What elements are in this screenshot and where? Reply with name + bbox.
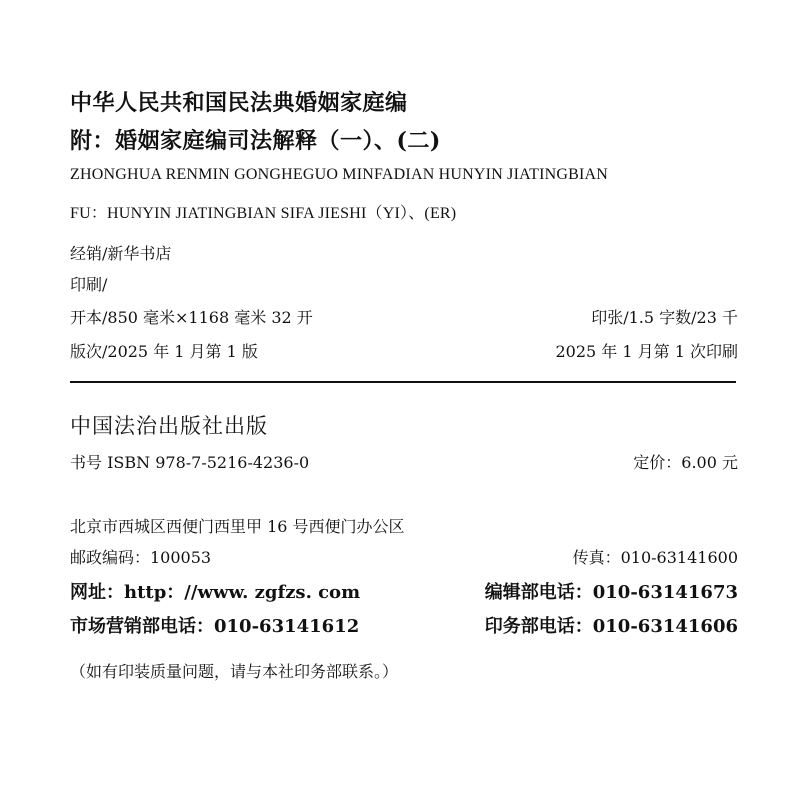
printer: 印刷/ — [70, 275, 108, 294]
printing: 2025 年 1 月第 1 次印刷 — [555, 342, 738, 361]
book-subtitle-pinyin: FU：HUNYIN JIATINGBIAN SIFA JIESHI（YI）、(ER) — [70, 205, 457, 222]
printing-phone: 印务部电话：010-63141606 — [484, 616, 738, 637]
editorial-phone: 编辑部电话：010-63141673 — [484, 582, 738, 603]
divider — [70, 381, 736, 383]
book-title-pinyin: ZHONGHUA RENMIN GONGHEGUO MINFADIAN HUNYIN JIATINGBIAN — [70, 166, 609, 183]
marketing-phone: 市场营销部电话：010-63141612 — [70, 616, 360, 637]
quality-note: （如有印装质量问题，请与本社印务部联系。） — [70, 662, 399, 681]
edition: 版次/2025 年 1 月第 1 版 — [70, 342, 258, 361]
sheets-wordcount: 印张/1.5 字数/23 千 — [591, 308, 738, 327]
publisher-name: 中国法治出版社出版 — [70, 414, 268, 438]
distributor: 经销/新华书店 — [70, 244, 172, 263]
isbn: 书号 ISBN 978-7-5216-4236-0 — [70, 453, 310, 472]
price: 定价：6.00 元 — [633, 453, 738, 472]
book-subtitle: 附：婚姻家庭编司法解释（一）、(二) — [70, 128, 441, 154]
book-title: 中华人民共和国民法典婚姻家庭编 — [70, 90, 408, 116]
postcode: 邮政编码：100053 — [70, 548, 212, 567]
website: 网址：http：//www. zgfzs. com — [70, 582, 361, 603]
fax: 传真：010-63141600 — [572, 548, 738, 567]
address: 北京市西城区西便门西里甲 16 号西便门办公区 — [70, 517, 405, 536]
format: 开本/850 毫米×1168 毫米 32 开 — [70, 308, 313, 327]
